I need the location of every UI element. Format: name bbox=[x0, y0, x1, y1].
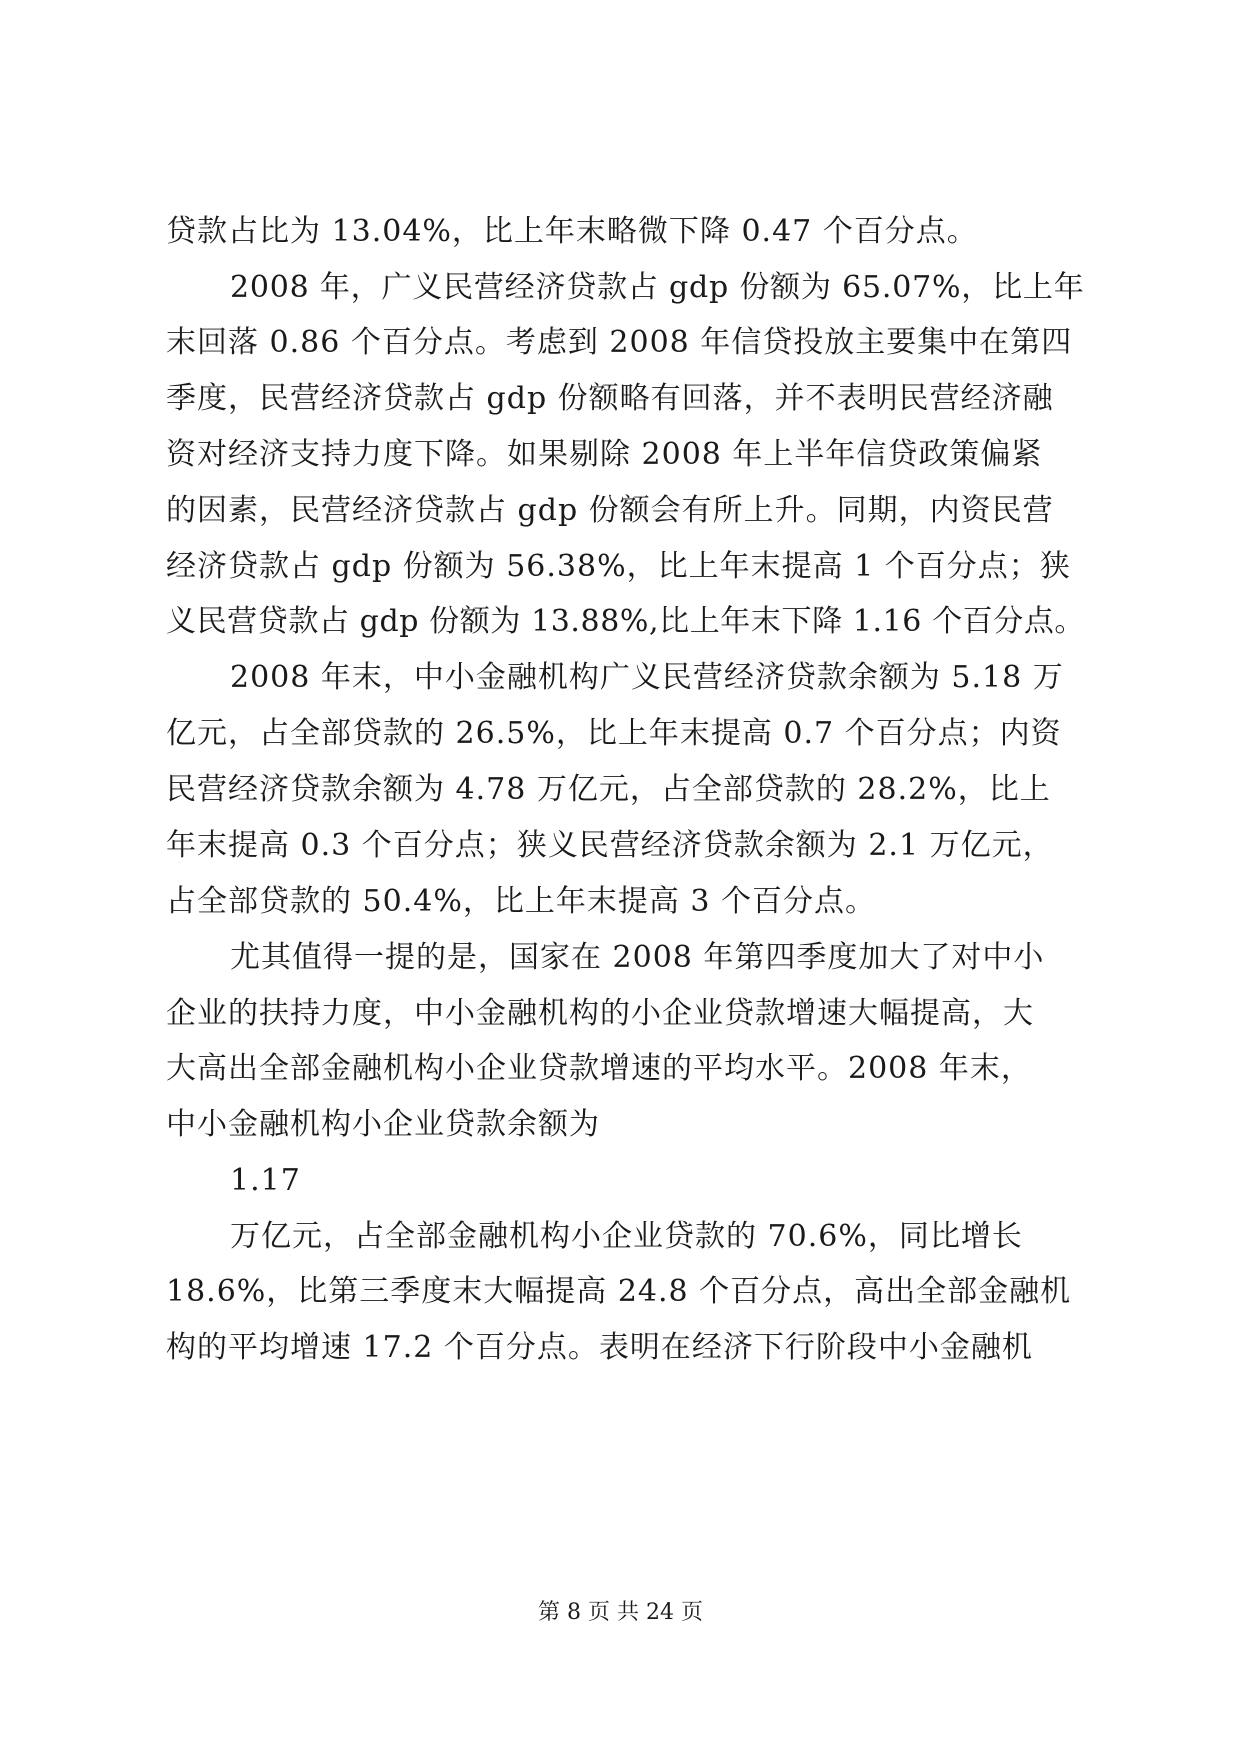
text-line: 季度，民营经济贷款占 gdp 份额略有回落，并不表明民营经济融 bbox=[166, 381, 1054, 416]
text-line: 2008 年，广义民营经济贷款占 gdp 份额为 65.07%，比上年 bbox=[230, 270, 1085, 305]
text-line: 构的平均增速 17.2 个百分点。表明在经济下行阶段中小金融机 bbox=[166, 1330, 1033, 1365]
text-line: 民营经济贷款余额为 4.78 万亿元，占全部贷款的 28.2%，比上 bbox=[166, 772, 1051, 807]
text-line: 尤其值得一提的是，国家在 2008 年第四季度加大了对中小 bbox=[230, 940, 1045, 975]
text-line: 大高出全部金融机构小企业贷款增速的平均水平。2008 年末， bbox=[166, 1051, 1032, 1086]
text-line: 中小金融机构小企业贷款余额为 bbox=[166, 1107, 600, 1142]
text-line: 万亿元，占全部金融机构小企业贷款的 70.6%，同比增长 bbox=[230, 1219, 1023, 1254]
text-line: 贷款占比为 13.04%，比上年末略微下降 0.47 个百分点。 bbox=[166, 214, 978, 249]
text-line: 18.6%，比第三季度末大幅提高 24.8 个百分点，高出全部金融机 bbox=[166, 1274, 1072, 1309]
text-line: 经济贷款占 gdp 份额为 56.38%，比上年末提高 1 个百分点；狭 bbox=[166, 549, 1071, 584]
text-line: 资对经济支持力度下降。如果剔除 2008 年上半年信贷政策偏紧 bbox=[166, 437, 1043, 472]
text-line: 年末提高 0.3 个百分点；狭义民营经济贷款余额为 2.1 万亿元， bbox=[166, 828, 1054, 863]
text-line: 亿元，占全部贷款的 26.5%，比上年末提高 0.7 个百分点；内资 bbox=[166, 716, 1062, 751]
text-line: 1.17 bbox=[230, 1163, 301, 1198]
text-line: 义民营贷款占 gdp 份额为 13.88%,比上年末下降 1.16 个百分点。 bbox=[166, 604, 1086, 639]
text-line: 末回落 0.86 个百分点。考虑到 2008 年信贷投放主要集中在第四 bbox=[166, 325, 1073, 360]
text-line: 2008 年末，中小金融机构广义民营经济贷款余额为 5.18 万 bbox=[230, 660, 1064, 695]
text-line: 企业的扶持力度，中小金融机构的小企业贷款增速大幅提高，大 bbox=[166, 996, 1034, 1031]
text-line: 占全部贷款的 50.4%，比上年末提高 3 个百分点。 bbox=[166, 884, 876, 919]
text-line: 的因素，民营经济贷款占 gdp 份额会有所上升。同期，内资民营 bbox=[166, 493, 1054, 528]
page-footer: 第 8 页 共 24 页 bbox=[538, 1600, 703, 1625]
